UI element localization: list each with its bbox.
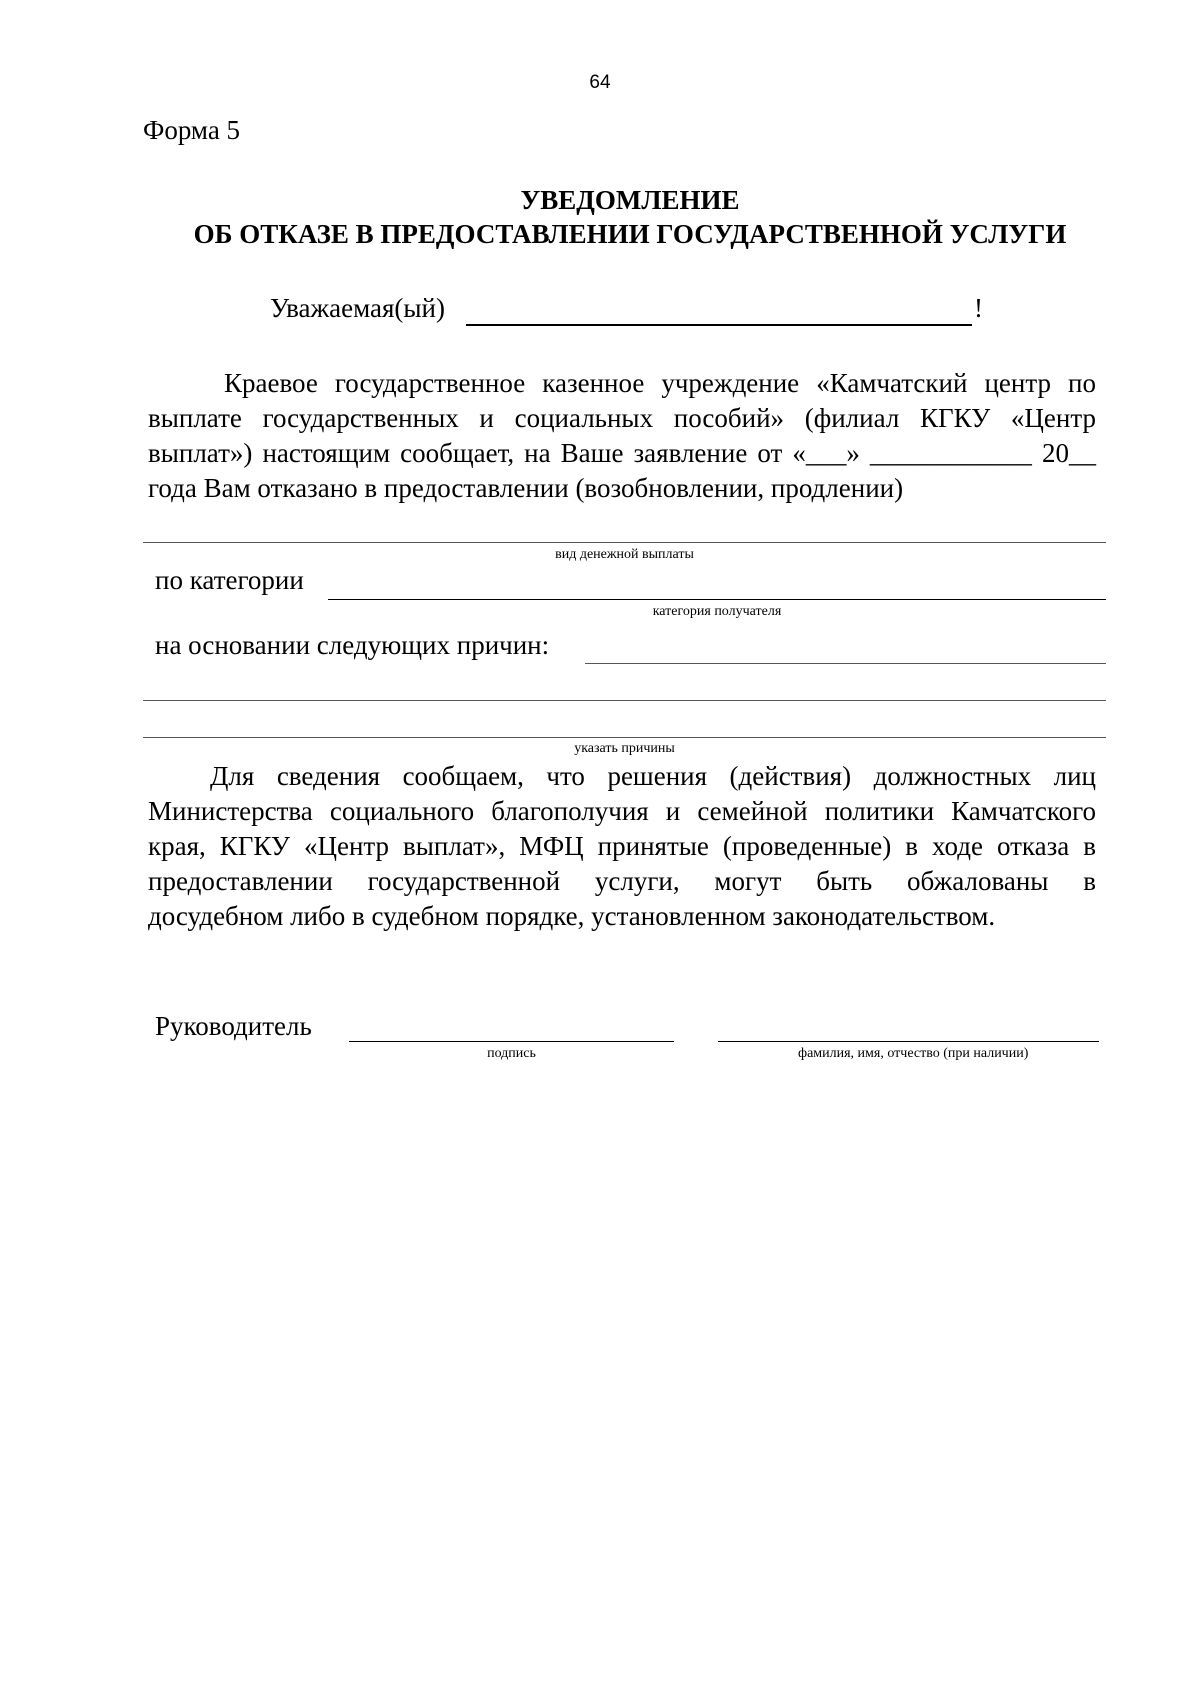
form-label: Форма 5 [143, 115, 241, 145]
document-title [120, 183, 1140, 251]
intro-line-2: выплате государственных и социальных пособий» (филиал КГКУ «Центр [148, 403, 1096, 433]
intro-line-1: Краевое государственное казенное учреждение «Камчатский центр по [224, 368, 1096, 398]
notice-paragraph [148, 759, 1096, 934]
page-number: 64 [589, 72, 611, 93]
payment-type-blank[interactable] [143, 542, 1106, 543]
intro-line-4: года Вам отказано в предоставлении (возобновлении, продлении) [148, 473, 904, 503]
caption-payment-type: вид денежной выплаты [555, 547, 694, 562]
caption-full-name: фамилия, имя, отчество (при наличии) [798, 1046, 1029, 1061]
recipient-name-blank[interactable] [466, 324, 972, 326]
salutation: Уважаемая(ый) [270, 293, 445, 323]
intro-paragraph [148, 366, 1096, 506]
title-line-2: ОБ ОТКАЗЕ В ПРЕДОСТАВЛЕНИИ ГОСУДАРСТВЕННОЙ УСЛУГИ [193, 219, 1067, 249]
signature-blank[interactable] [349, 1041, 674, 1042]
category-blank[interactable] [328, 599, 1106, 600]
reasons-label: на основании следующих причин: [155, 630, 550, 660]
caption-reasons: указать причины [574, 741, 675, 756]
category-label: по категории [155, 565, 304, 595]
reasons-blank-2[interactable] [143, 700, 1106, 701]
notice-line-2: Министерства социального благополучия и семейной политики Камчатского [148, 796, 1096, 826]
notice-line-5: досудебном либо в судебном порядке, установленном законодательством. [148, 901, 996, 931]
salutation-exclamation: ! [974, 293, 983, 323]
full-name-blank[interactable] [718, 1041, 1099, 1042]
notice-line-3: края, КГКУ «Центр выплат», МФЦ принятые (проведенные) в ходе отказа в [148, 831, 1096, 861]
reasons-blank-1[interactable] [585, 663, 1106, 664]
intro-line-3: выплат») настоящим сообщает, на Ваше заявление от «___» ____________ 20__ [148, 438, 1096, 468]
notice-line-1: Для сведения сообщаем, что решения (действия) должностных лиц [210, 761, 1096, 791]
reasons-blank-3[interactable] [143, 737, 1106, 738]
caption-recipient-category: категория получателя [652, 604, 782, 619]
signer-label: Руководитель [155, 1011, 312, 1041]
notice-line-4: предоставлении государственной услуги, могут быть обжалованы в [148, 866, 1096, 896]
caption-signature: подпись [487, 1046, 536, 1061]
title-line-1: УВЕДОМЛЕНИЕ [520, 185, 740, 215]
